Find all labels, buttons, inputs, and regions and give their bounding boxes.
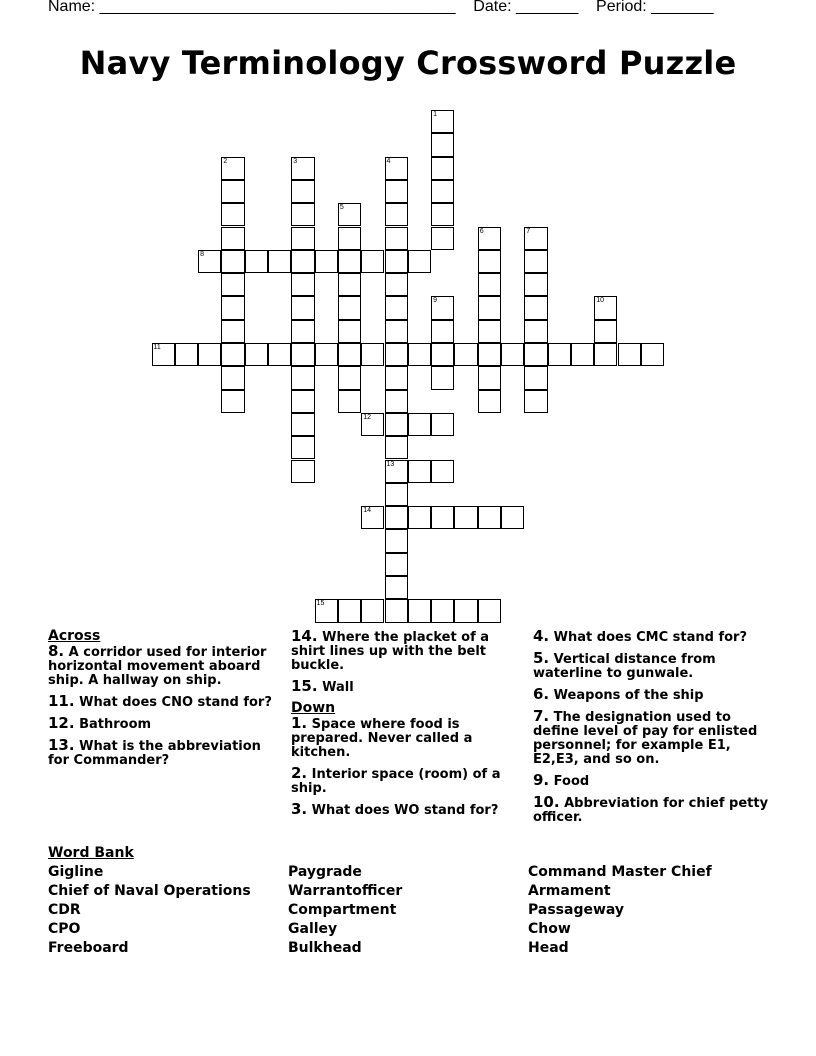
clue-down-2: 2. Interior space (room) of a ship.	[291, 764, 501, 796]
crossword-cell[interactable]	[431, 227, 454, 250]
crossword-cell[interactable]	[291, 460, 314, 483]
crossword-cell[interactable]	[385, 529, 408, 552]
clue-across-14: 14. Where the placket of a shirt lines up with the belt buckle.	[291, 627, 490, 673]
clue-down-4: 4. What does CMC stand for?	[533, 627, 747, 645]
crossword-cell[interactable]	[268, 250, 291, 273]
crossword-cell[interactable]	[338, 599, 361, 622]
cell-number: 12	[363, 413, 371, 421]
crossword-cell[interactable]	[315, 250, 338, 273]
clue-column-3	[533, 629, 773, 831]
crossword-cell[interactable]	[385, 203, 408, 226]
crossword-cell[interactable]	[221, 390, 244, 413]
crossword-cell[interactable]	[431, 413, 454, 436]
crossword-cell[interactable]	[291, 296, 314, 319]
crossword-cell[interactable]	[361, 413, 384, 436]
crossword-cell[interactable]	[385, 157, 408, 180]
crossword-cell[interactable]	[315, 599, 338, 622]
word-bank-item: Bulkhead	[288, 940, 362, 956]
crossword-cell[interactable]	[594, 343, 617, 366]
crossword-cell[interactable]	[385, 320, 408, 343]
crossword-cell[interactable]	[338, 390, 361, 413]
crossword-cell[interactable]	[431, 320, 454, 343]
crossword-cell[interactable]	[221, 343, 244, 366]
word-bank-item: Galley	[288, 921, 338, 937]
clue-down-5: 5. Vertical distance from waterline to gunwale.	[533, 649, 716, 681]
clue-down-6: 6. Weapons of the ship	[533, 685, 704, 703]
crossword-cell[interactable]	[408, 599, 431, 622]
word-bank-item: Chief of Naval Operations	[48, 883, 251, 899]
crossword-cell[interactable]	[198, 250, 221, 273]
page-title: Navy Terminology Crossword Puzzle	[79, 44, 737, 82]
crossword-cell[interactable]	[198, 343, 221, 366]
crossword-cell[interactable]	[641, 343, 664, 366]
crossword-cell[interactable]	[385, 180, 408, 203]
crossword-cell[interactable]	[221, 273, 244, 296]
crossword-cell[interactable]	[408, 506, 431, 529]
crossword-cell[interactable]	[221, 366, 244, 389]
crossword-cell[interactable]	[571, 343, 594, 366]
clue-down-1: 1. Space where food is prepared. Never called a kitchen.	[291, 714, 473, 760]
cell-number: 3	[293, 157, 298, 165]
clue-across-15: 15. Wall	[291, 677, 354, 695]
word-bank-item: Command Master Chief	[528, 864, 712, 880]
word-bank-column-1	[48, 863, 251, 958]
cell-number: 2	[223, 157, 228, 165]
crossword-cell[interactable]	[221, 296, 244, 319]
crossword-cell[interactable]	[338, 273, 361, 296]
crossword-cell[interactable]	[478, 227, 501, 250]
word-bank-item: Paygrade	[288, 864, 362, 880]
crossword-cell[interactable]	[338, 320, 361, 343]
crossword-cell[interactable]	[524, 250, 547, 273]
crossword-cell[interactable]	[478, 506, 501, 529]
crossword-cell[interactable]	[408, 250, 431, 273]
crossword-cell[interactable]	[478, 273, 501, 296]
clue-column-2	[291, 629, 509, 824]
clue-across-8: 8. A corridor used for interior horizontal movement aboard ship. A hallway on ship.	[48, 642, 267, 688]
word-bank-item: Armament	[528, 883, 611, 899]
word-bank-item: Gigline	[48, 864, 104, 880]
crossword-cell[interactable]	[385, 483, 408, 506]
crossword-cell[interactable]	[361, 250, 384, 273]
crossword-cell[interactable]	[524, 343, 547, 366]
crossword-cell[interactable]	[431, 296, 454, 319]
crossword-cell[interactable]	[524, 390, 547, 413]
clue-down-10: 10. Abbreviation for chief petty officer.	[533, 793, 769, 825]
crossword-cell[interactable]	[361, 506, 384, 529]
cell-number: 7	[526, 227, 531, 235]
word-bank-column-2	[288, 863, 402, 958]
crossword-cell[interactable]	[431, 366, 454, 389]
crossword-cell[interactable]	[385, 296, 408, 319]
cell-number: 11	[153, 344, 161, 351]
crossword-cell[interactable]	[594, 320, 617, 343]
crossword-cell[interactable]	[385, 390, 408, 413]
word-bank-item: CDR	[48, 902, 81, 918]
crossword-cell[interactable]	[385, 436, 408, 459]
crossword-cell[interactable]	[408, 413, 431, 436]
crossword-cell[interactable]	[291, 343, 314, 366]
crossword-cell[interactable]	[221, 157, 244, 180]
crossword-cell[interactable]	[524, 366, 547, 389]
crossword-cell[interactable]	[501, 343, 524, 366]
crossword-cell[interactable]	[385, 413, 408, 436]
cell-number: 4	[386, 157, 391, 165]
crossword-cell[interactable]	[478, 599, 501, 622]
crossword-cell[interactable]	[291, 250, 314, 273]
crossword-cell[interactable]	[361, 343, 384, 366]
crossword-cell[interactable]	[385, 227, 408, 250]
crossword-cell[interactable]	[618, 343, 641, 366]
cell-number: 9	[433, 297, 437, 305]
crossword-cell[interactable]	[478, 296, 501, 319]
crossword-cell[interactable]	[431, 460, 454, 483]
crossword-cell[interactable]	[478, 366, 501, 389]
clue-down-9: 9. Food	[533, 771, 590, 789]
word-bank-item: CPO	[48, 921, 81, 937]
crossword-cell[interactable]	[291, 390, 314, 413]
word-bank-column-3	[528, 863, 712, 958]
crossword-cell[interactable]	[221, 180, 244, 203]
crossword-cell[interactable]	[291, 180, 314, 203]
crossword-cell[interactable]	[524, 296, 547, 319]
clue-across-13: 13. What is the abbreviation for Commander?	[48, 736, 261, 768]
word-bank-item: Freeboard	[48, 940, 129, 956]
crossword-cell[interactable]	[245, 343, 268, 366]
cell-number: 15	[316, 600, 325, 608]
crossword-cell[interactable]	[245, 250, 268, 273]
crossword-cell[interactable]	[385, 576, 408, 599]
crossword-cell[interactable]	[385, 599, 408, 622]
crossword-cell[interactable]	[338, 366, 361, 389]
crossword-cell[interactable]	[431, 110, 454, 133]
crossword-cell[interactable]	[152, 343, 175, 366]
crossword-cell[interactable]	[338, 203, 361, 226]
crossword-cell[interactable]	[291, 203, 314, 226]
crossword-cell[interactable]	[338, 296, 361, 319]
cell-number: 5	[339, 204, 344, 212]
header-fields: Name: ________________________________________ Date: _______ Period: _______	[48, 0, 714, 15]
crossword-cell[interactable]	[221, 250, 244, 273]
crossword-cell[interactable]	[385, 250, 408, 273]
clue-down-7: 7. The designation used to define level of pay for enlisted personnel; for example E1, E2,E3, and so on.	[533, 707, 758, 767]
crossword-cell[interactable]	[431, 343, 454, 366]
crossword-cell[interactable]	[385, 343, 408, 366]
across-heading: Across	[48, 628, 101, 644]
crossword-cell[interactable]	[454, 343, 477, 366]
crossword-cell[interactable]	[478, 390, 501, 413]
crossword-cell[interactable]	[431, 180, 454, 203]
cell-number: 13	[386, 460, 395, 468]
crossword-cell[interactable]	[338, 227, 361, 250]
crossword-cell[interactable]	[478, 320, 501, 343]
crossword-cell[interactable]	[291, 157, 314, 180]
down-heading: Down	[291, 700, 336, 716]
crossword-cell[interactable]	[431, 203, 454, 226]
crossword-cell[interactable]	[291, 273, 314, 296]
crossword-cell[interactable]	[385, 506, 408, 529]
crossword-cell[interactable]	[291, 413, 314, 436]
crossword-cell[interactable]	[478, 250, 501, 273]
clue-column-1	[48, 629, 280, 774]
crossword-cell[interactable]	[431, 157, 454, 180]
clue-across-12: 12. Bathroom	[48, 714, 152, 732]
crossword-cell[interactable]	[408, 460, 431, 483]
crossword-cell[interactable]	[338, 343, 361, 366]
crossword-cell[interactable]	[385, 273, 408, 296]
crossword-cell[interactable]	[431, 599, 454, 622]
crossword-cell[interactable]	[291, 320, 314, 343]
cell-number: 14	[363, 507, 371, 515]
crossword-cell[interactable]	[454, 599, 477, 622]
word-bank-item: Chow	[528, 921, 571, 937]
word-bank-item: Head	[528, 940, 569, 956]
crossword-cell[interactable]	[221, 320, 244, 343]
crossword-cell[interactable]	[548, 343, 571, 366]
clue-across-11: 11. What does CNO stand for?	[48, 692, 272, 710]
crossword-cell[interactable]	[431, 133, 454, 156]
crossword-cell[interactable]	[501, 506, 524, 529]
cell-number: 1	[433, 111, 437, 118]
cell-number: 8	[200, 250, 204, 258]
crossword-cell[interactable]	[338, 250, 361, 273]
crossword-cell[interactable]	[408, 343, 431, 366]
crossword-cell[interactable]	[478, 343, 501, 366]
crossword-cell[interactable]	[385, 553, 408, 576]
crossword-cell[interactable]	[291, 366, 314, 389]
crossword-cell[interactable]	[291, 436, 314, 459]
crossword-cell[interactable]	[361, 599, 384, 622]
crossword-cell[interactable]	[524, 320, 547, 343]
crossword-cell[interactable]	[385, 460, 408, 483]
word-bank-item: Passageway	[528, 902, 625, 918]
crossword-cell[interactable]	[315, 343, 338, 366]
crossword-cell[interactable]	[385, 366, 408, 389]
crossword-cell[interactable]	[291, 227, 314, 250]
word-bank-item: Warrantofficer	[288, 883, 403, 899]
clue-down-3: 3. What does WO stand for?	[291, 800, 499, 818]
crossword-cell[interactable]	[524, 227, 547, 250]
cell-number: 10	[596, 297, 604, 305]
crossword-cell[interactable]	[431, 506, 454, 529]
crossword-cell[interactable]	[454, 506, 477, 529]
word-bank-item: Compartment	[288, 902, 397, 918]
crossword-cell[interactable]	[524, 273, 547, 296]
cell-number: 6	[479, 227, 484, 235]
crossword-cell[interactable]	[268, 343, 291, 366]
crossword-cell[interactable]	[221, 227, 244, 250]
crossword-cell[interactable]	[175, 343, 198, 366]
crossword-cell[interactable]	[221, 203, 244, 226]
crossword-cell[interactable]	[594, 296, 617, 319]
word-bank-title: Word Bank	[48, 845, 134, 861]
